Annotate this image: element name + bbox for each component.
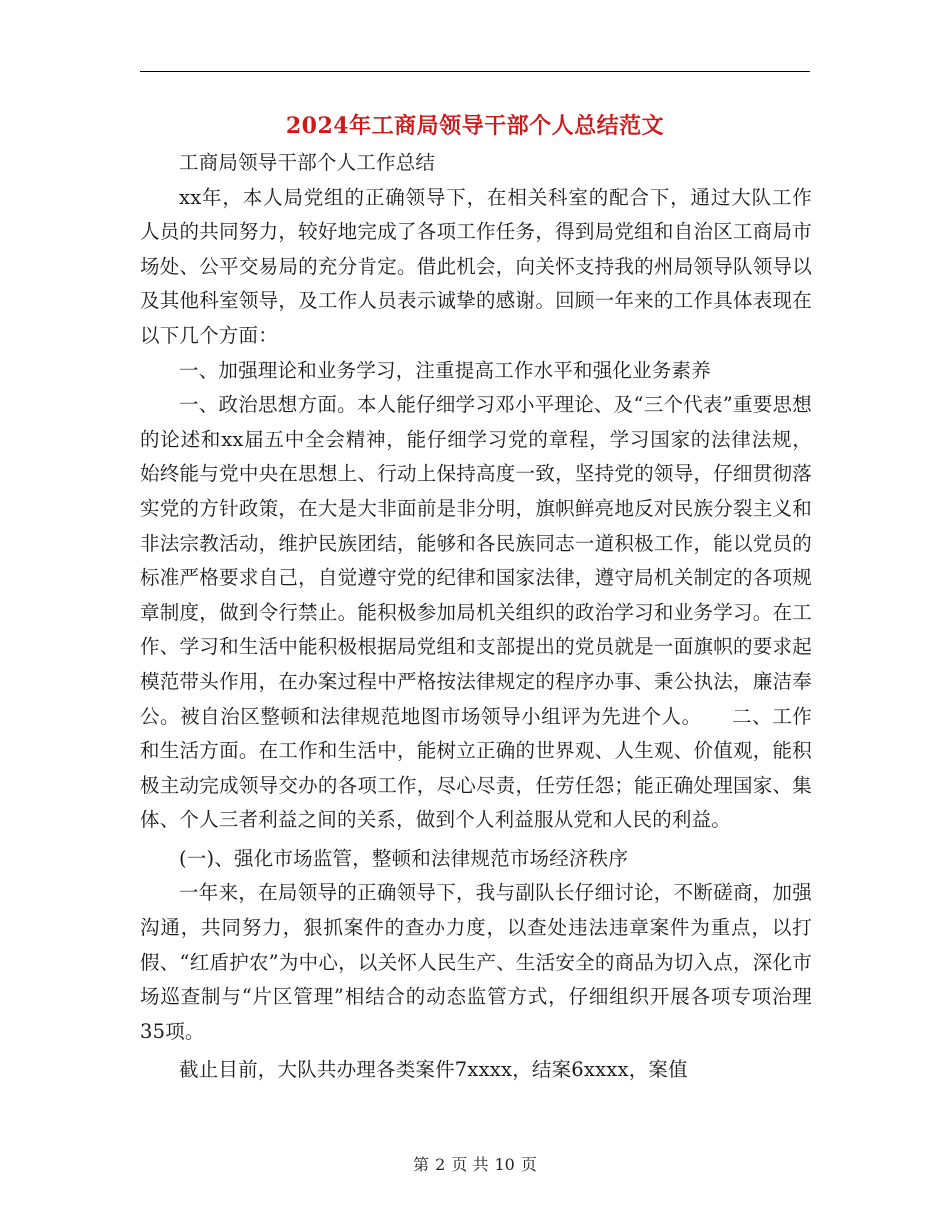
paragraph-intro: xx年，本人局党组的正确领导下，在相关科室的配合下，通过大队工作人员的共同努力，较好地完成了各项工作任务，得到局党组和自治区工商局市场处、公平交易局的充分肯定。借此机会，向关怀支持我的州局领导队领导以及其他科室领导，及工作人员表示诚挚的感谢。回顾一年来的工作具体表现在以下几个方面： xyxy=(140,185,812,347)
footer-total-pages: 10 xyxy=(494,1155,515,1174)
paragraph-market: 一年来，在局领导的正确领导下，我与副队长仔细讨论，不断磋商，加强沟通，共同努力，狠抓案件的查办力度，以查处违法违章案件为重点，以打假、“红盾护农”为中心，以关怀人民生产、生活安全的商品为切入点，深化市场巡查制与“片区管理”相结合的动态监管方式，仔细组织开展各项专项治理35项。 xyxy=(140,881,812,1043)
paragraph-heading-1: 一、加强理论和业务学习，注重提高工作水平和强化业务素养 xyxy=(179,358,711,382)
page-footer xyxy=(0,1152,950,1175)
footer-middle: 页 共 xyxy=(451,1155,489,1174)
paragraph-heading-2: (一)、强化市场监管，整顿和法律规范市场经济秩序 xyxy=(179,846,629,870)
paragraph-political: 一、政治思想方面。本人能仔细学习邓小平理论、及“三个代表”重要思想的论述和xx届五中全会精神，能仔细学习党的章程，学习国家的法律法规，始终能与党中央在思想上、行动上保持高度一致，坚持党的领导，仔细贯彻落实党的方针政策，在大是大非面前是非分明，旗帜鲜亮地反对民族分裂主义和非法宗教活动，维护民族团结，能够和各民族同志一道积极工作，能以党员的标准严格要求自己，自觉遵守党的纪律和国家法律，遵守局机关制定的各项规章制度，做到令行禁止。能积极参加局机关组织的政治学习和业务学习。在工作、学习和生活中能积极根据局党组和支部提出的党员就是一面旗帜的要求起模范带头作用，在办案过程中严格按法律规定的程序办事、秉公执法，廉洁奉公。被自治区整顿和法律规范地图市场领导小组评为先进个人。 二、工作和生活方面。在工作和生活中，能树立正确的世界观、人生观、价值观，能积极主动完成领导交办的各项工作，尽心尽责，任劳任怨；能正确处理国家、集体、个人三者利益之间的关系，做到个人利益服从党和人民的利益。 xyxy=(140,393,812,832)
footer-page-number: 2 xyxy=(435,1155,446,1174)
paragraph-subtitle: 工商局领导干部个人工作总结 xyxy=(179,151,436,174)
paragraph-cases: 截止目前，大队共办理各类案件7xxxx，结案6xxxx，案值 xyxy=(179,1058,688,1082)
footer-prefix: 第 xyxy=(413,1155,430,1174)
document-body xyxy=(140,146,812,1088)
footer-suffix: 页 xyxy=(520,1155,537,1174)
document-title: 2024年工商局领导干部个人总结范文 xyxy=(285,113,665,139)
header-rule xyxy=(140,71,810,72)
